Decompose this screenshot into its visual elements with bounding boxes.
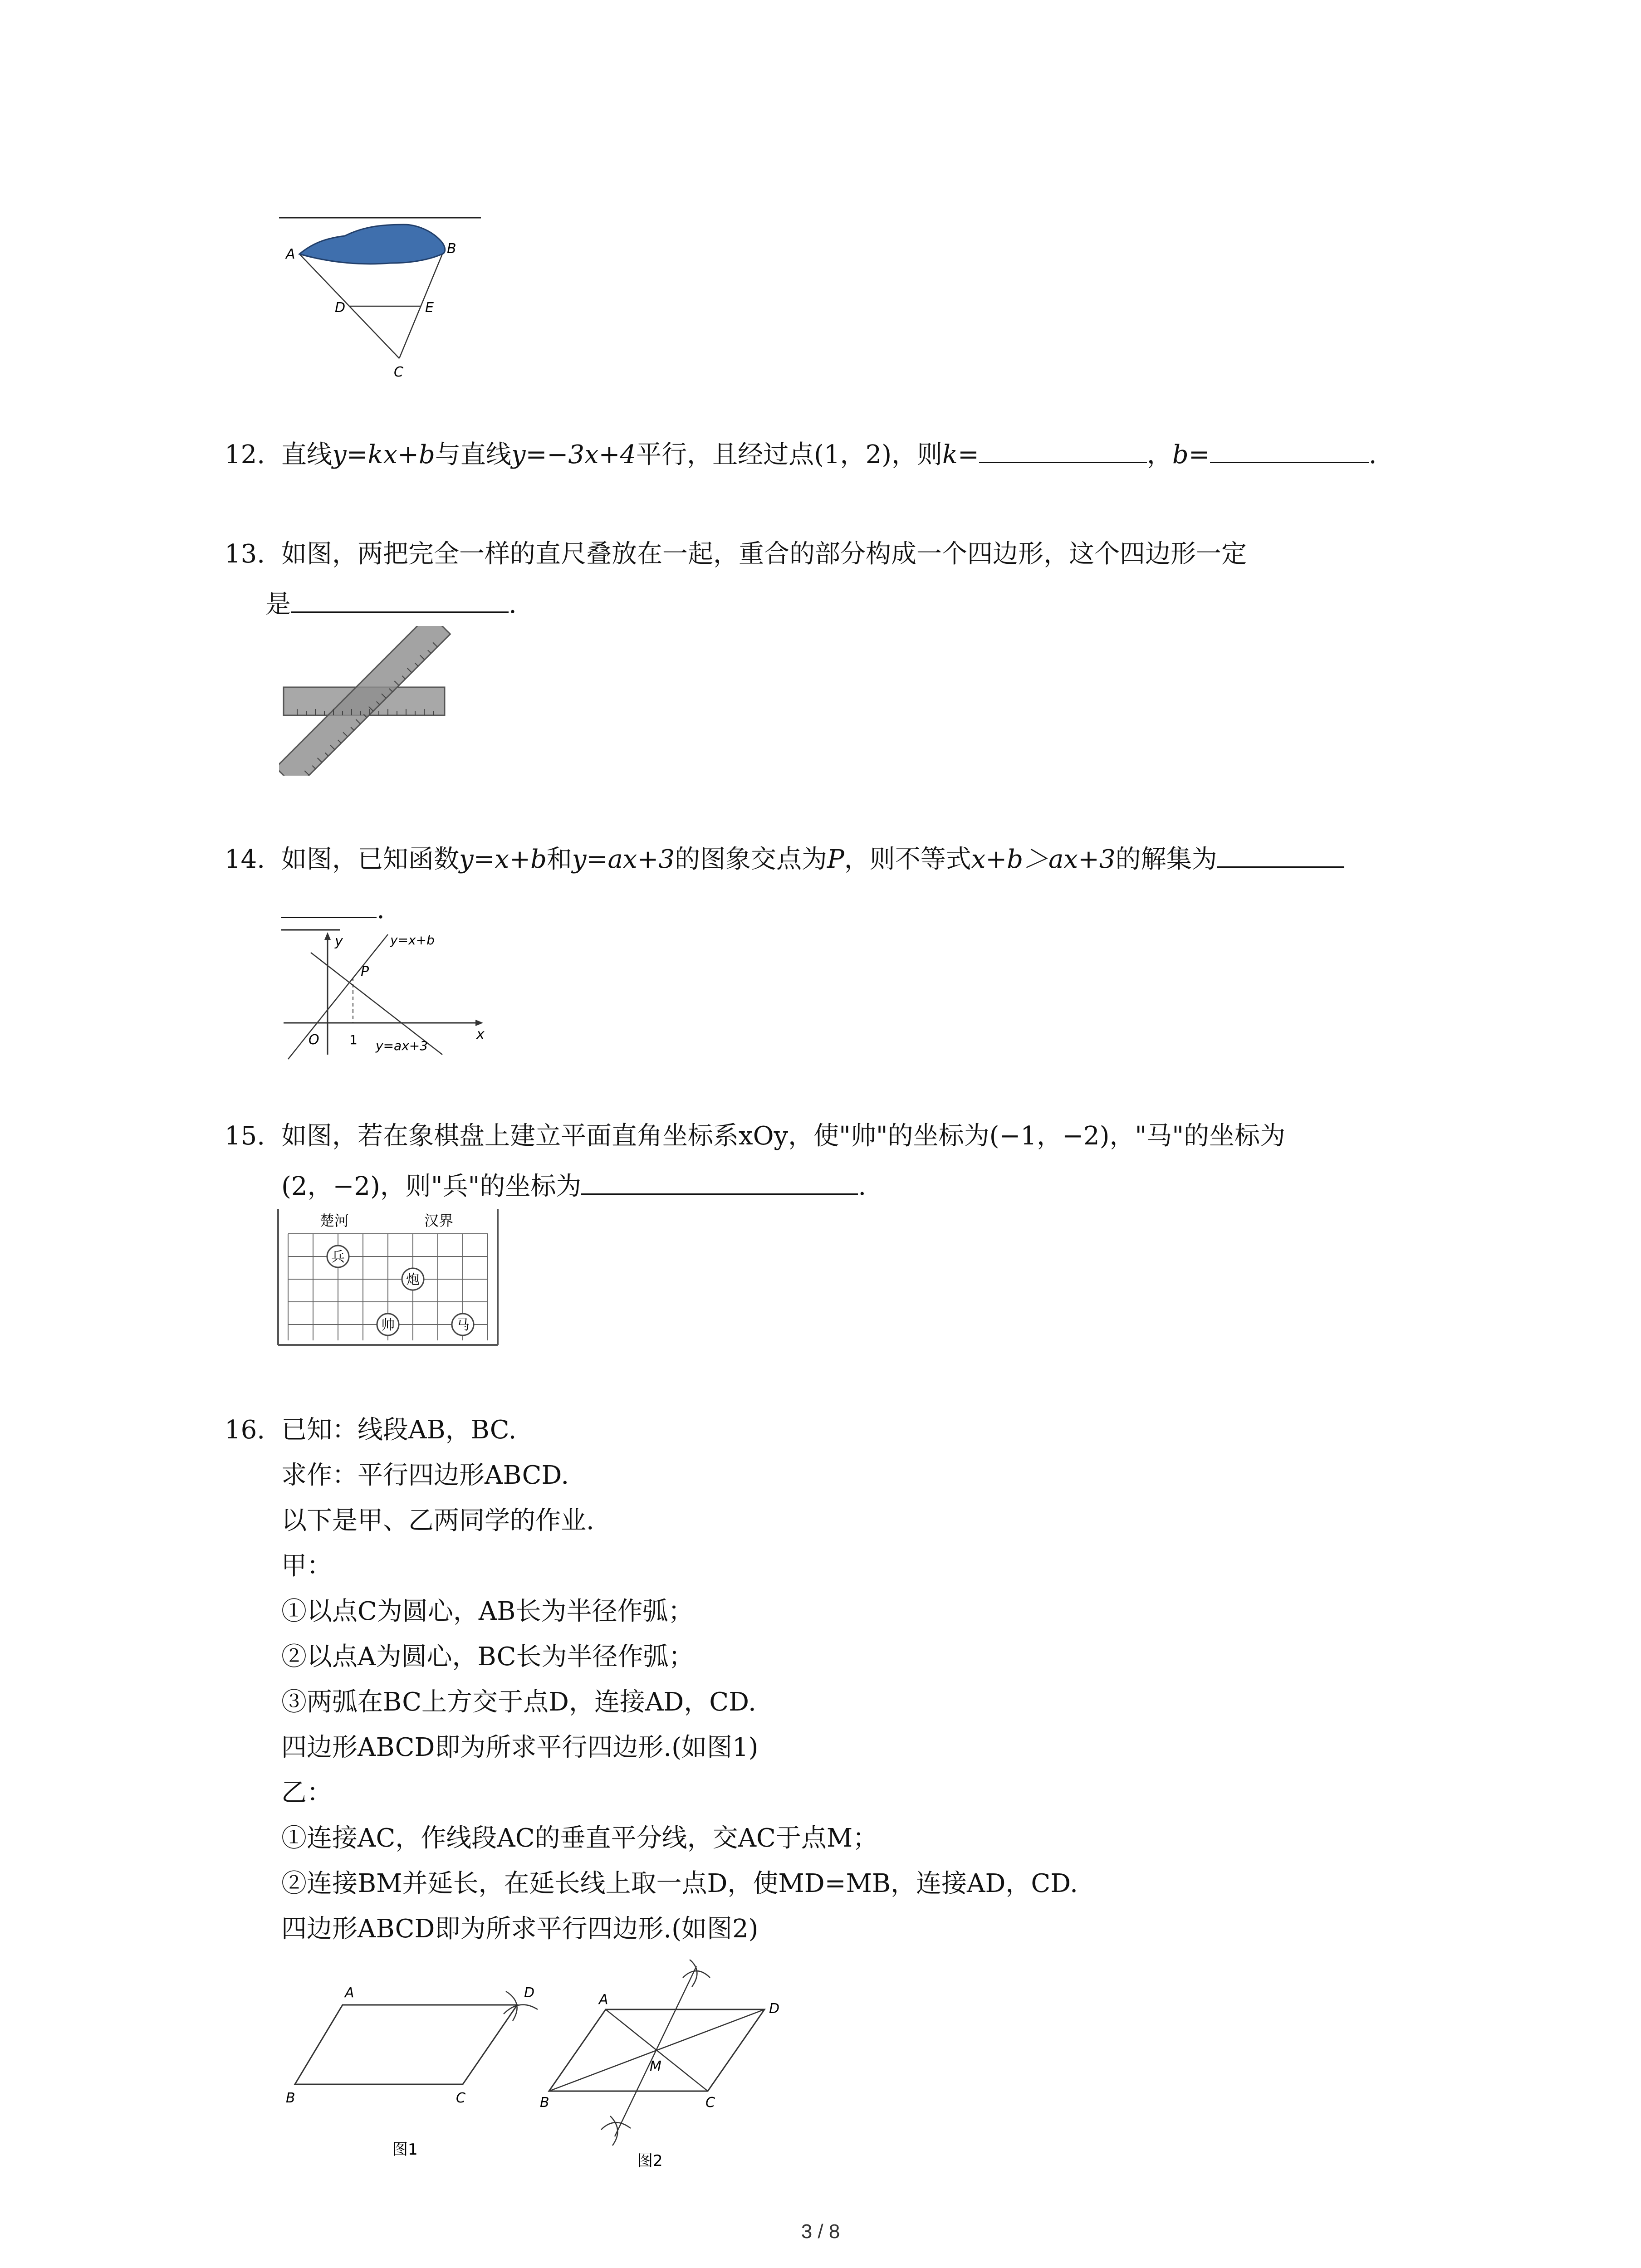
label-C: C xyxy=(705,2095,715,2111)
question-15: 15. 如图，若在象棋盘上建立平面直角坐标系xOy，使"帅"的坐标为(−1，−2)，"马"的坐标为 xyxy=(225,1114,1285,1159)
chess-board-figure xyxy=(274,1207,501,1352)
lake-shape xyxy=(299,225,445,264)
piece-bing xyxy=(327,1246,349,1267)
q16-line: 求作：平行四边形ABCD. xyxy=(281,1461,569,1490)
point-P-label: P xyxy=(361,964,369,980)
question-14: 14. 如图，已知函数y=x+b和y=ax+3的图象交点为P，则不等式x+b＞ax+3的解集为 xyxy=(225,837,1344,882)
svg-text:炮: 炮 xyxy=(406,1272,420,1288)
origin-label: O xyxy=(309,1032,319,1048)
y-axis-label: y xyxy=(335,934,343,949)
question-14-line2: . xyxy=(281,887,385,933)
question-13-line2: 是 . xyxy=(265,582,517,627)
label-E: E xyxy=(425,300,434,316)
label-D: D xyxy=(335,300,346,316)
q16-line: 甲： xyxy=(281,1551,332,1581)
q16-line: ①以点C为圆心，AB长为半径作弧； xyxy=(281,1597,694,1626)
answer-blank-13[interactable] xyxy=(291,585,509,613)
label-A: A xyxy=(345,1985,354,2001)
page-number: 3 / 8 xyxy=(801,2220,840,2243)
answer-blank-15[interactable] xyxy=(581,1167,858,1195)
piece-shuai xyxy=(377,1314,399,1335)
q16-line: 四边形ABCD即为所求平行四边形.(如图1) xyxy=(281,1733,759,1762)
question-13: 13. 如图，两把完全一样的直尺叠放在一起，重合的部分构成一个四边形，这个四边形一定 xyxy=(225,532,1247,577)
svg-text:兵: 兵 xyxy=(331,1249,345,1265)
answer-blank-b[interactable] xyxy=(1210,435,1369,463)
q16-line: 四边形ABCD即为所求平行四边形.(如图2) xyxy=(281,1914,759,1944)
label-B: B xyxy=(286,2090,295,2106)
label-C: C xyxy=(456,2090,465,2106)
answer-blank-14a[interactable] xyxy=(1217,840,1344,868)
q16-line: 乙： xyxy=(281,1778,332,1808)
figure-2-caption: 图2 xyxy=(637,2152,663,2170)
label-B: B xyxy=(447,241,456,257)
two-rulers-figure xyxy=(279,626,451,776)
question-number: 12. xyxy=(225,440,265,469)
question-15-line2: (2，−2)，则"兵"的坐标为 . xyxy=(281,1164,866,1209)
question-number: 14. xyxy=(225,845,265,874)
q16-line: 以下是甲、乙两同学的作业. xyxy=(281,1506,594,1535)
label-D: D xyxy=(524,1985,535,2001)
q16-line: ②连接BM并延长，在延长线上取一点D，使MD=MB，连接AD，CD. xyxy=(281,1869,1078,1898)
river-left-label: 楚河 xyxy=(320,1212,349,1229)
label-B: B xyxy=(540,2095,549,2111)
answer-blank-k[interactable] xyxy=(979,435,1147,463)
figure-1-parallelogram xyxy=(277,1971,558,2166)
question-number: 15. xyxy=(225,1121,265,1151)
question-number: 13. xyxy=(225,539,265,569)
label-M: M xyxy=(650,2058,661,2074)
label-C: C xyxy=(394,364,403,380)
label-D: D xyxy=(769,2001,780,2017)
tick-1-label: 1 xyxy=(349,1032,358,1047)
question-12: 12. 直线y=kx+b与直线y=−3x+4平行，且经过点(1，2)，则k= ，b= . xyxy=(225,432,1377,478)
x-axis-label: x xyxy=(476,1026,485,1042)
answer-blank-14b[interactable] xyxy=(281,890,377,918)
svg-text:帅: 帅 xyxy=(381,1317,395,1333)
q16-line: ②以点A为圆心，BC长为半径作弧； xyxy=(281,1642,694,1672)
svg-text:马: 马 xyxy=(456,1317,470,1333)
lake-triangle-figure xyxy=(272,200,490,381)
q16-line: ①连接AC，作线段AC的垂直平分线，交AC于点M； xyxy=(281,1823,878,1853)
q16-line: ③两弧在BC上方交于点D，连接AD，CD. xyxy=(281,1687,756,1717)
label-A: A xyxy=(286,246,295,262)
line-label-xb: y=x+b xyxy=(390,933,435,948)
figure-2-parallelogram xyxy=(526,1960,798,2173)
figure-1-caption: 图1 xyxy=(392,2141,418,2159)
piece-ma xyxy=(452,1314,474,1335)
river-right-label: 汉界 xyxy=(424,1212,454,1229)
piece-pao xyxy=(402,1268,424,1290)
line-label-ax3: y=ax+3 xyxy=(376,1038,428,1053)
linear-functions-graph xyxy=(277,925,490,1061)
question-number: 16. xyxy=(225,1415,265,1445)
question-16: 16. 已知：线段AB，BC. xyxy=(225,1408,516,1453)
label-A: A xyxy=(599,1992,608,2008)
